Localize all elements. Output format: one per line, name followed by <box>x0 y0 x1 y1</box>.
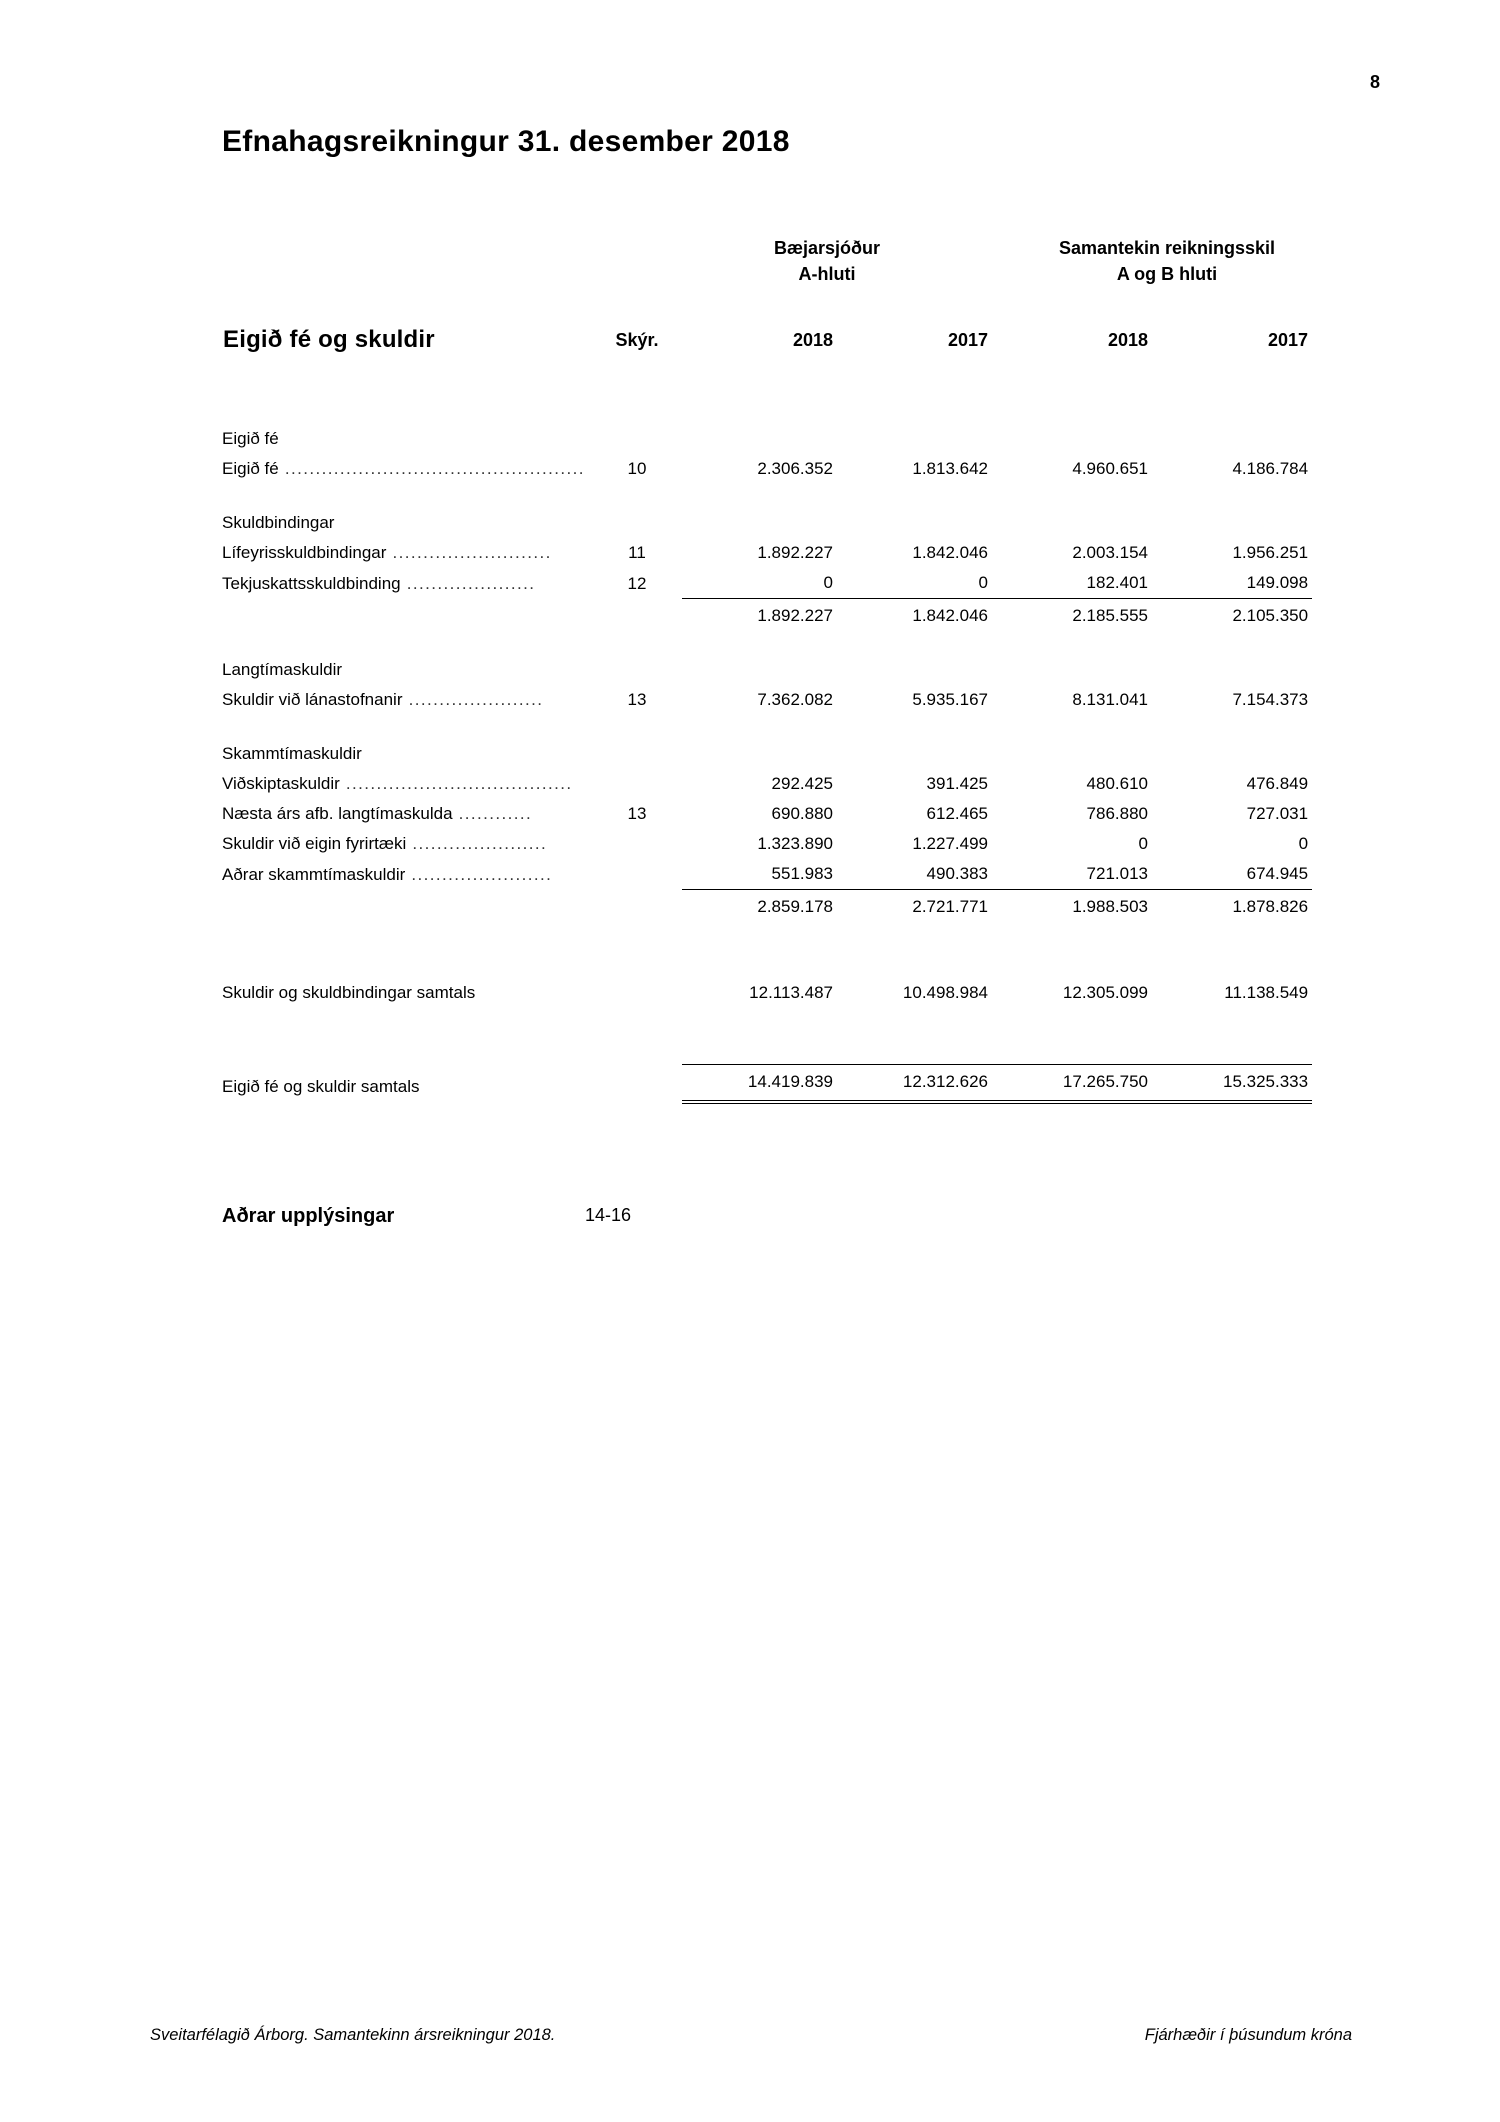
row-label-text: Skuldir við lánastofnanir <box>222 690 403 709</box>
footer-right-text: Fjárhæðir í þúsundum króna <box>1144 2026 1352 2044</box>
total-value-3: 12.305.099 <box>1062 983 1148 1002</box>
total-note-ref <box>592 978 682 1008</box>
table-row <box>222 568 1312 599</box>
row-note-ref: 10 <box>627 459 647 478</box>
table-row <box>222 685 1312 715</box>
column-group-b-line1: Samantekin reikningsskil <box>1058 238 1276 258</box>
row-value-3: 786.880 <box>1086 804 1148 823</box>
row-note-ref: 13 <box>627 690 647 709</box>
row-value-4: 1.878.826 <box>1152 890 1312 923</box>
row-value-1: 7.362.082 <box>757 690 833 709</box>
spacer-cell <box>222 1008 1312 1042</box>
total-value-4: 15.325.333 <box>1152 1065 1312 1103</box>
row-label-leader-dots: .......................... <box>386 543 552 562</box>
section-heading: Langtímaskuldir <box>222 660 343 679</box>
row-label <box>222 859 592 890</box>
row-value-1: 1.892.227 <box>757 543 833 562</box>
section-gap <box>222 956 1312 978</box>
row-value-1: 2.306.352 <box>757 459 833 478</box>
row-value-4: 0 <box>1298 834 1309 853</box>
row-value-3: 8.131.041 <box>1072 690 1148 709</box>
section-heading: Skuldbindingar <box>222 513 335 532</box>
row-note-ref: 13 <box>627 804 647 823</box>
other-information-note: 14-16 <box>585 1205 632 1225</box>
row-value-3: 480.610 <box>1086 774 1148 793</box>
table-row <box>222 799 1312 829</box>
row-label <box>222 769 592 799</box>
row-note-ref <box>592 859 682 890</box>
row-value-2: 2.721.771 <box>837 890 992 923</box>
column-group-a-line1: Bæjarsjóður <box>773 238 881 258</box>
column-group-b <box>997 235 1337 287</box>
row-label-text: Eigið fé <box>222 459 279 478</box>
row-label-text: Viðskiptaskuldir <box>222 774 340 793</box>
total-label: Eigið fé og skuldir samtals <box>222 1077 420 1096</box>
section-gap <box>222 922 1312 956</box>
row-note-ref <box>592 829 682 859</box>
row-label <box>222 538 592 568</box>
total-value-4: 11.138.549 <box>1224 983 1309 1002</box>
total-value-1: 14.419.839 <box>682 1065 837 1103</box>
total-value-2: 12.312.626 <box>837 1065 992 1103</box>
row-value-4: 674.945 <box>1246 864 1309 883</box>
spacer-cell <box>222 922 1312 956</box>
row-label <box>222 799 592 829</box>
row-label <box>222 685 592 715</box>
row-value-1: 551.983 <box>771 864 833 883</box>
row-label-leader-dots: ............ <box>452 804 533 823</box>
spacer-cell <box>222 1042 1312 1065</box>
row-label-leader-dots: ....................... <box>405 864 553 884</box>
table-row <box>222 454 1312 484</box>
row-label <box>222 890 592 923</box>
table-row <box>222 599 1312 632</box>
row-value-2: 1.842.046 <box>912 543 988 562</box>
row-value-1: 292.425 <box>771 774 833 793</box>
total-value-2: 10.498.984 <box>902 983 988 1002</box>
row-label-leader-dots: ...................... <box>402 690 544 709</box>
total-row <box>222 1065 1312 1103</box>
row-value-4: 1.956.251 <box>1232 543 1309 562</box>
other-information-label: Aðrar upplýsingar <box>222 1205 395 1227</box>
column-group-a <box>662 235 992 287</box>
section-title: Eigið fé og skuldir <box>223 326 435 353</box>
row-label <box>222 599 592 632</box>
row-value-4: 727.031 <box>1246 804 1309 823</box>
other-information <box>222 1205 822 1228</box>
row-value-1: 2.859.178 <box>682 890 837 923</box>
row-label <box>222 829 592 859</box>
row-value-2: 1.813.642 <box>912 459 988 478</box>
year-header-b-2018: 2018 <box>1107 329 1148 350</box>
row-value-4: 7.154.373 <box>1232 690 1309 709</box>
column-group-a-line2: A-hluti <box>798 264 856 284</box>
row-label-text: Lífeyrisskuldbindingar <box>222 543 387 562</box>
column-group-b-line2: A og B hluti <box>1116 264 1218 284</box>
totals-gap <box>222 1042 1312 1065</box>
year-header-b-2017: 2017 <box>1267 329 1308 350</box>
table-row <box>222 769 1312 799</box>
row-note-ref <box>592 599 682 632</box>
row-value-4: 476.849 <box>1246 774 1309 793</box>
row-value-1: 690.880 <box>771 804 833 823</box>
year-header-a-2018: 2018 <box>792 329 833 350</box>
row-value-3: 182.401 <box>1086 573 1148 592</box>
row-label-leader-dots: ..................................... <box>339 774 573 793</box>
row-value-3: 2.185.555 <box>992 599 1152 632</box>
row-value-2: 5.935.167 <box>912 690 988 709</box>
row-value-2: 612.465 <box>926 804 988 823</box>
row-value-3: 2.003.154 <box>1072 543 1148 562</box>
row-label-leader-dots: ..................... <box>400 573 536 593</box>
row-value-2: 0 <box>978 573 988 592</box>
total-value-3: 17.265.750 <box>992 1065 1152 1103</box>
row-label-text: Aðrar skammtímaskuldir <box>222 864 406 884</box>
note-column-header: Skýr. <box>615 329 659 350</box>
row-note-ref <box>592 890 682 923</box>
row-value-2: 490.383 <box>926 864 988 883</box>
total-value-1: 12.113.487 <box>749 983 833 1002</box>
total-label: Skuldir og skuldbindingar samtals <box>222 983 476 1002</box>
table-row <box>222 538 1312 568</box>
total-row <box>222 978 1312 1008</box>
section-heading-row <box>222 484 1312 538</box>
row-value-4: 149.098 <box>1246 573 1309 592</box>
row-value-3: 0 <box>1138 834 1148 853</box>
row-value-2: 391.425 <box>926 774 988 793</box>
row-value-3: 721.013 <box>1086 864 1148 883</box>
row-note-ref: 12 <box>627 573 647 593</box>
row-value-3: 4.960.651 <box>1072 459 1148 478</box>
row-value-2: 1.227.499 <box>912 834 988 853</box>
row-value-4: 4.186.784 <box>1232 459 1309 478</box>
balance-sheet-table <box>222 400 1312 1104</box>
footer-left-text: Sveitarfélagið Árborg. Samantekinn ársreikningur 2018. <box>150 2026 556 2044</box>
table-row <box>222 829 1312 859</box>
row-value-2: 1.842.046 <box>837 599 992 632</box>
row-label-text: Næsta árs afb. langtímaskulda <box>222 804 453 823</box>
page-title: Efnahagsreikningur 31. desember 2018 <box>222 125 790 158</box>
row-label <box>222 454 592 484</box>
row-value-4: 2.105.350 <box>1152 599 1312 632</box>
section-heading-row <box>222 715 1312 769</box>
row-label-text: Tekjuskattsskuldbinding <box>222 573 401 593</box>
row-label-leader-dots: ...................... <box>406 834 548 853</box>
row-note-ref <box>592 769 682 799</box>
row-label-text: Skuldir við eigin fyrirtæki <box>222 834 407 853</box>
row-value-1: 1.323.890 <box>757 834 833 853</box>
page-number: 8 <box>1369 72 1380 92</box>
totals-gap <box>222 1008 1312 1042</box>
row-note-ref: 11 <box>628 543 646 562</box>
section-heading-row <box>222 400 1312 454</box>
row-label-leader-dots: ................................................. <box>278 459 585 478</box>
row-label <box>222 568 592 599</box>
total-note-ref <box>592 1065 682 1103</box>
row-value-1: 1.892.227 <box>682 599 837 632</box>
section-heading: Eigið fé <box>222 429 279 448</box>
table-header-row <box>222 325 1312 355</box>
table-row <box>222 890 1312 923</box>
section-heading: Skammtímaskuldir <box>222 744 362 763</box>
row-value-1: 0 <box>823 573 833 592</box>
year-header-a-2017: 2017 <box>947 329 988 350</box>
table-row <box>222 859 1312 890</box>
row-value-3: 1.988.503 <box>992 890 1152 923</box>
section-heading-row <box>222 631 1312 685</box>
spacer-cell <box>222 956 1312 978</box>
